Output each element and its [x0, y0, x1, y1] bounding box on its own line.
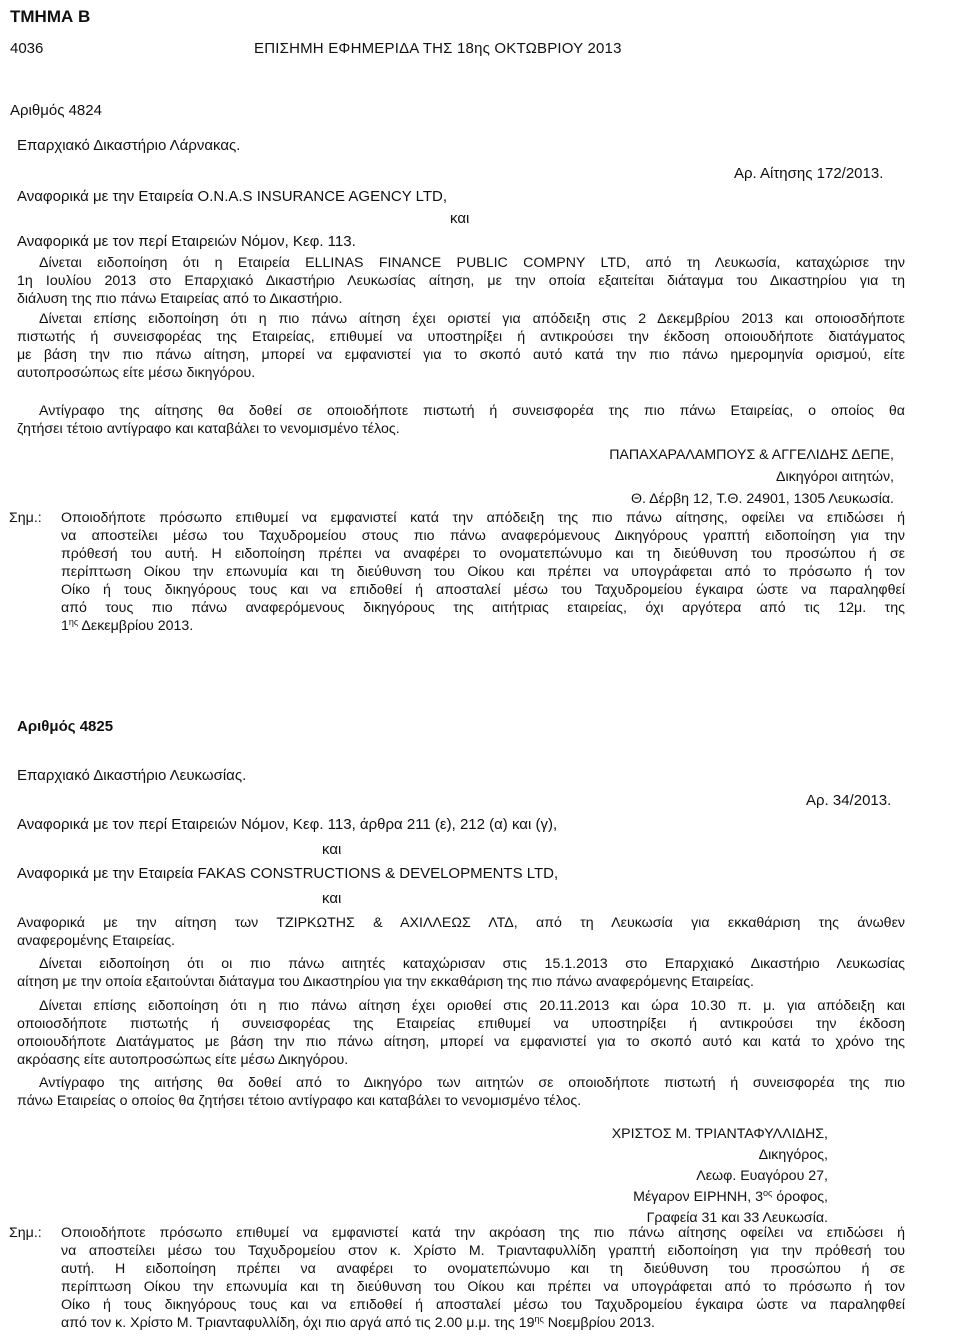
text-line: από τους πιο πάνω αναφερόμενους δικηγόρους της αιτήτριας εταιρείας, όχι αργότερα από τις 12μ. της: [61, 600, 905, 616]
text-line: Δίνεται επίσης ειδοποίηση ότι η πιο πάνω αίτηση έχει οριστεί για απόδειξη στις 2 Δεκεμβρίου 2013 και οποιοσδήποτε: [39, 311, 905, 327]
conjunction: και: [450, 210, 470, 227]
text-line: αναφερομένης Εταιρείας.: [17, 933, 175, 949]
text-line: με βάση την πιο πάνω αίτηση, μπορεί να εμφανιστεί για το σκοπό αυτό κατά την πιο πάνω ημερομηνία ορισμού, είτε: [17, 347, 905, 363]
text-line: αίτηση με την οποία εξαιτούνται διάταγμα του Δικαστηρίου για την εκκαθάριση της πιο πάνω αναφερόμενης Εταιρείας.: [17, 974, 754, 990]
text-line: διάλυση της πιο πάνω Εταιρείας από το Δικαστήριο.: [17, 291, 343, 307]
signature-building: [480, 1188, 828, 1206]
ordinal-suffix: ος: [762, 1188, 773, 1198]
notice-paragraph-2: [17, 997, 905, 1069]
text-line: περίπτωση Οίκου την επωνυμία και τη διεύθυνση του Οίκου και πρέπει να υπογράφεται από το πρόσωπο ή τον: [61, 564, 905, 580]
notice-number: Αριθμός 4824: [10, 102, 102, 119]
signature-role: Δικηγόρος,: [758, 1147, 828, 1163]
page-number: 4036: [10, 40, 44, 57]
company-reference: Αναφορικά με την Εταιρεία FAKAS CONSTRUCTIONS & DEVELOPMENTS LTD,: [17, 865, 559, 882]
text-line: Αναφορικά με την αίτηση των ΤΖΙΡΚΩΤΗΣ & ΑΧΙΛΛΕΩΣ ΛΤΔ, από τη Λευκωσία για εκκαθάριση της άνωθεν: [17, 915, 905, 931]
ordinal-suffix: ης: [68, 617, 79, 627]
text-line: οποιοσδήποτε πιστωτής ή συνεισφορέας της Εταιρείας επιθυμεί να υποστηρίξει ή αντικρούσει την έκδοση: [17, 1016, 905, 1032]
building-name: Μέγαρον ΕΙΡΗΝΗ, 3: [633, 1189, 763, 1205]
signature-address: Θ. Δέρβη 12, Τ.Θ. 24901, 1305 Λευκωσία.: [630, 491, 894, 507]
application-number: Αρ. Αίτησης 172/2013.: [734, 165, 884, 182]
signature-name: ΧΡΙΣΤΟΣ Μ. ΤΡΙΑΝΤΑΦΥΛΛΙΔΗΣ,: [611, 1126, 828, 1142]
text-line: αυτοπροσώπως είτε μέσω δικηγόρου.: [17, 365, 256, 381]
section-label: ΤΜΗΜΑ Β: [10, 7, 91, 26]
signature-firm: ΠΑΠΑΧΑΡΑΛΑΜΠΟΥΣ & ΑΓΓΕΛΙΔΗΣ ΔΕΠΕ,: [609, 447, 894, 463]
text-line: Οποιοδήποτε πρόσωπο επιθυμεί να εμφανιστεί κατά την ακρόαση της πιο πάνω αίτησης οφείλει να επιδώσει ή: [61, 1225, 905, 1241]
text-line: Δίνεται επίσης ειδοποίηση ότι η πιο πάνω αίτηση έχει οριοθεί στις 20.11.2013 και ώρα 10.30 π. μ. για απόδειξη και: [39, 998, 905, 1014]
signature-block: [480, 1125, 828, 1227]
notice-paragraph-3: [17, 1074, 905, 1110]
note-label: Σημ.:: [9, 510, 42, 526]
court-name: Επαρχιακό Δικαστήριο Λάρνακας.: [17, 137, 241, 154]
text-line: ζητήσει τέτοιο αντίγραφο και καταβάλει το νενομισμένο τέλος.: [17, 421, 400, 437]
text-line: Δίνεται ειδοποίηση ότι η Εταιρεία ELLINAS FINANCE PUBLIC COMPNY LTD, από τη Λευκωσία, καταχώρισε την: [39, 255, 905, 271]
law-reference: Αναφορικά με τον περί Εταιρειών Νόμον, Κεφ. 113.: [17, 233, 356, 250]
law-reference: Αναφορικά με τον περί Εταιρειών Νόμον, Κεφ. 113, άρθρα 211 (ε), 212 (α) και (γ),: [17, 816, 558, 833]
signature-office: Γραφεία 31 και 33 Λευκωσία.: [646, 1210, 828, 1226]
notice-paragraph-1: [17, 955, 905, 991]
text-line: 1η Ιουλίου 2013 στο Επαρχιακό Δικαστήριο Λευκωσίας αίτηση, με την οποία εξαιτείται διάταγμα του Δικαστηρίου για τη: [17, 273, 905, 289]
application-number: Αρ. 34/2013.: [806, 792, 892, 809]
note-deadline: από τον κ. Χρίστο Μ. Τριανταφυλλίδη, όχι πιο αργά από τις 2.00 μ.μ. της 19: [61, 1315, 535, 1331]
text-line: Αντίγραφο της αίτησης θα δοθεί σε οποιοδήποτε πιστωτή ή συνεισφορέα της πιο πάνω Εταιρείας, ο οποίος θα: [39, 403, 905, 419]
note-text: [61, 1224, 905, 1332]
note-text: [61, 509, 905, 635]
text-line: Δίνεται ειδοποίηση ότι οι πιο πάνω αιτητές καταχώρισαν στις 15.1.2013 στο Επαρχιακό Δικαστήριο Λευκωσίας: [39, 956, 905, 972]
text-line: περίπτωση Οίκου την επωνυμία και τη διεύθυνση του Οίκου και πρέπει να υπογράφεται από το πρόσωπο ή τον: [61, 1279, 905, 1295]
conjunction: και: [322, 890, 342, 907]
note-date-day: 1: [61, 618, 69, 634]
company-reference: Αναφορικά με την Εταιρεία O.N.A.S INSURANCE AGENCY LTD,: [17, 188, 448, 205]
court-name: Επαρχιακό Δικαστήριο Λευκωσίας.: [17, 767, 247, 784]
notice-paragraph-2: [17, 310, 905, 382]
text-line: πρόθεσή του αυτή. Η ειδοποίηση πρέπει να αναφέρει το ονοματεπώνυμο και τη διεύθυνση του προσώπου ή σε: [61, 546, 905, 562]
note-date-rest: Νοεμβρίου 2013.: [543, 1315, 655, 1331]
note-label: Σημ.:: [9, 1225, 42, 1241]
signature-block: [400, 446, 894, 508]
text-line: πιστωτής ή συνεισφορέας της Εταιρείας, επιθυμεί να υποστηρίξει ή αντικρούσει την έκδοση οποιουδήποτε διατάγματος: [17, 329, 905, 345]
text-line: Οίκο ή τους δικηγόρους τους και να επιδοθεί ή αποσταλεί μέσω του Ταχυδρομείου έγκαιρα ώστε να παραληφθεί: [61, 582, 905, 598]
text-line: ακρόασης είτε αυτοπροσώπως είτε μέσω Δικηγόρου.: [17, 1052, 349, 1068]
text-line: [61, 1314, 905, 1332]
notice-paragraph-1: [17, 254, 905, 308]
text-line: αυτή. Η ειδοποίηση πρέπει να αναφέρει το ονοματεπώνυμο και τη διεύθυνση του προσώπου ή σε: [61, 1261, 905, 1277]
note-date-rest: Δεκεμβρίου 2013.: [78, 618, 194, 634]
text-line: να αποστείλει μέσω του Ταχυδρομείου στους πιο πάνω αναφερόμενους Δικηγόρους γραπτή ειδοποίηση για την: [61, 528, 905, 544]
ordinal-suffix: ης: [534, 1314, 544, 1324]
text-line: οποιουδήποτε Διατάγματος με βάση την πιο πάνω αίτηση, μπορεί να εμφανιστεί για το σκοπό αυτό και κατά το χρόνο της: [17, 1034, 905, 1050]
signature-role: Δικηγόροι αιτητών,: [775, 469, 894, 485]
text-line: πάνω Εταιρείας ο οποίος θα ζητήσει τέτοιο αντίγραφο και καταβάλει το νενομισμένο τέλος.: [17, 1093, 582, 1109]
text-line: να αποστείλει μέσω του Ταχυδρομείου στον κ. Χρίστο Μ. Τριανταφυλλίδη γραπτή ειδοποίηση για την πρόθεσή του: [61, 1243, 905, 1259]
text-line: Οποιοδήποτε πρόσωπο επιθυμεί να εμφανιστεί κατά την απόδειξη της πιο πάνω αίτησης, οφείλει να επιδώσει ή: [61, 510, 905, 526]
text-line: Αντίγραφο της αιτήσης θα δοθεί από το Δικηγόρο των αιτητών σε οποιοδήποτε πιστωτή ή συνεισφορέα της πιο: [39, 1075, 905, 1091]
signature-street: Λεωφ. Ευαγόρου 27,: [696, 1168, 828, 1184]
notice-paragraph-3: [17, 402, 905, 438]
application-reference: [17, 914, 905, 950]
text-line: [61, 617, 905, 635]
conjunction: και: [322, 841, 342, 858]
text-line: Οίκο ή τους δικηγόρους τους και να επιδοθεί ή αποσταλεί μέσω του Ταχυδρομείου έγκαιρα ώστε να παραληφθεί: [61, 1297, 905, 1313]
publication-title: ΕΠΙΣΗΜΗ ΕΦΗΜΕΡΙΔΑ ΤΗΣ 18ης ΟΚΤΩΒΡΙΟΥ 2013: [254, 40, 622, 57]
notice-number: Αριθμός 4825: [17, 718, 114, 735]
floor-text: όροφος,: [772, 1189, 828, 1205]
